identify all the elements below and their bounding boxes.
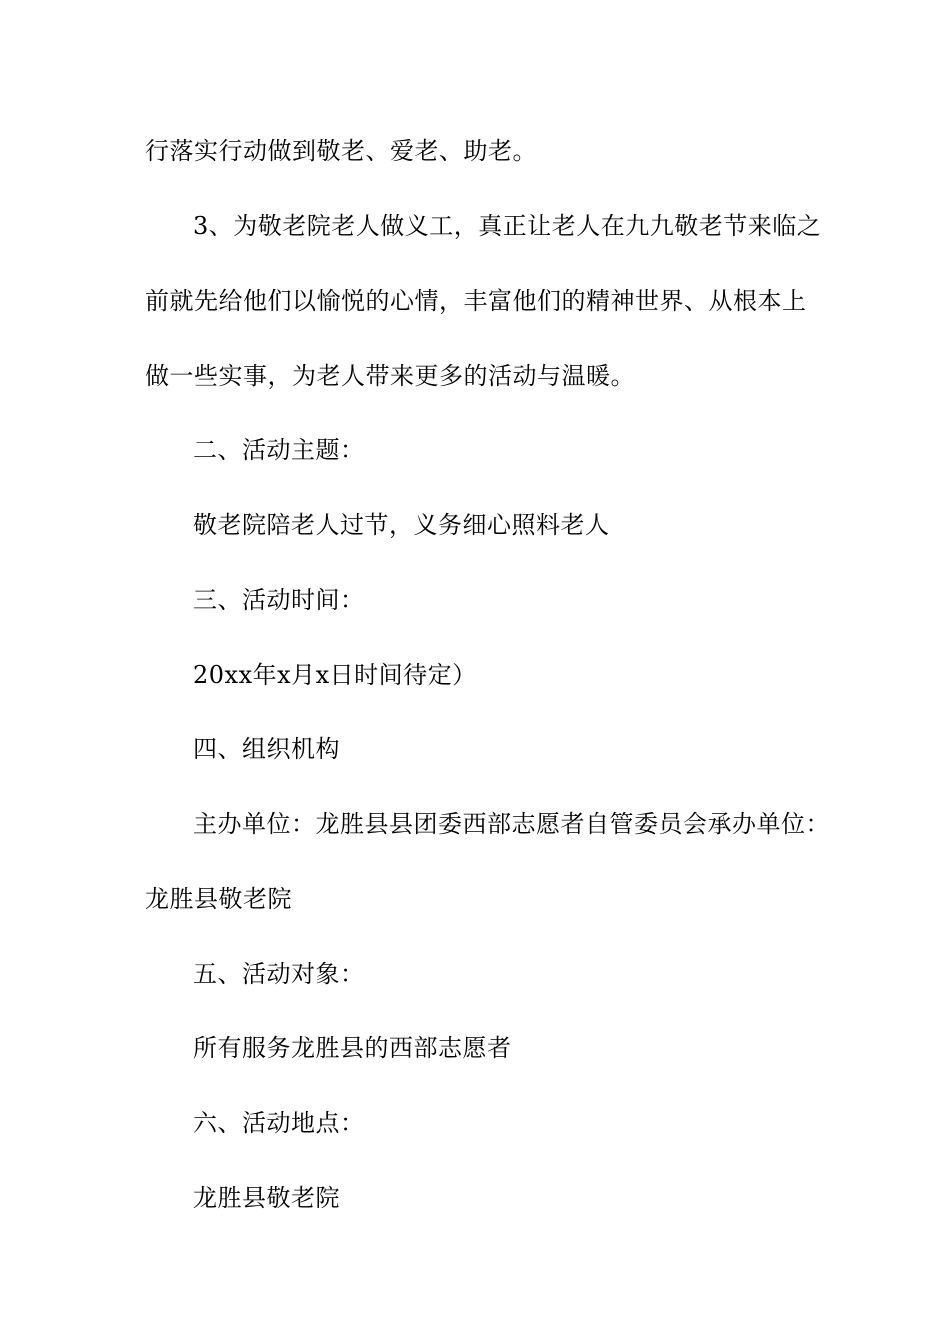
organizer-text-line-2: 龙胜县敬老院 [145,885,292,913]
section-heading-time: 三、活动时间： [193,586,365,614]
paragraph-item-3-line-3: 做一些实事，为老人带来更多的活动与温暖。 [145,362,635,390]
section-heading-audience: 五、活动对象： [193,960,365,988]
location-text: 龙胜县敬老院 [193,1184,340,1212]
organizer-text: 主办单位：龙胜县县团委西部志愿者自管委员会承办单位： [193,810,830,838]
section-heading-location: 六、活动地点： [193,1109,365,1137]
theme-text: 敬老院陪老人过节，义务细心照料老人 [193,511,610,539]
section-heading-theme: 二、活动主题： [193,436,365,464]
paragraph-item-3-line-2: 前就先给他们以愉悦的心情，丰富他们的精神世界、从根本上 [145,287,807,315]
section-heading-organization: 四、组织机构 [193,735,340,763]
time-text: 20xx年x月x日时间待定） [193,661,477,689]
paragraph-continuation: 行落实行动做到敬老、爱老、助老。 [145,137,537,165]
paragraph-item-3: 3、为敬老院老人做义工，真正让老人在九九敬老节来临之 [193,212,822,240]
audience-text: 所有服务龙胜县的西部志愿者 [193,1034,512,1062]
